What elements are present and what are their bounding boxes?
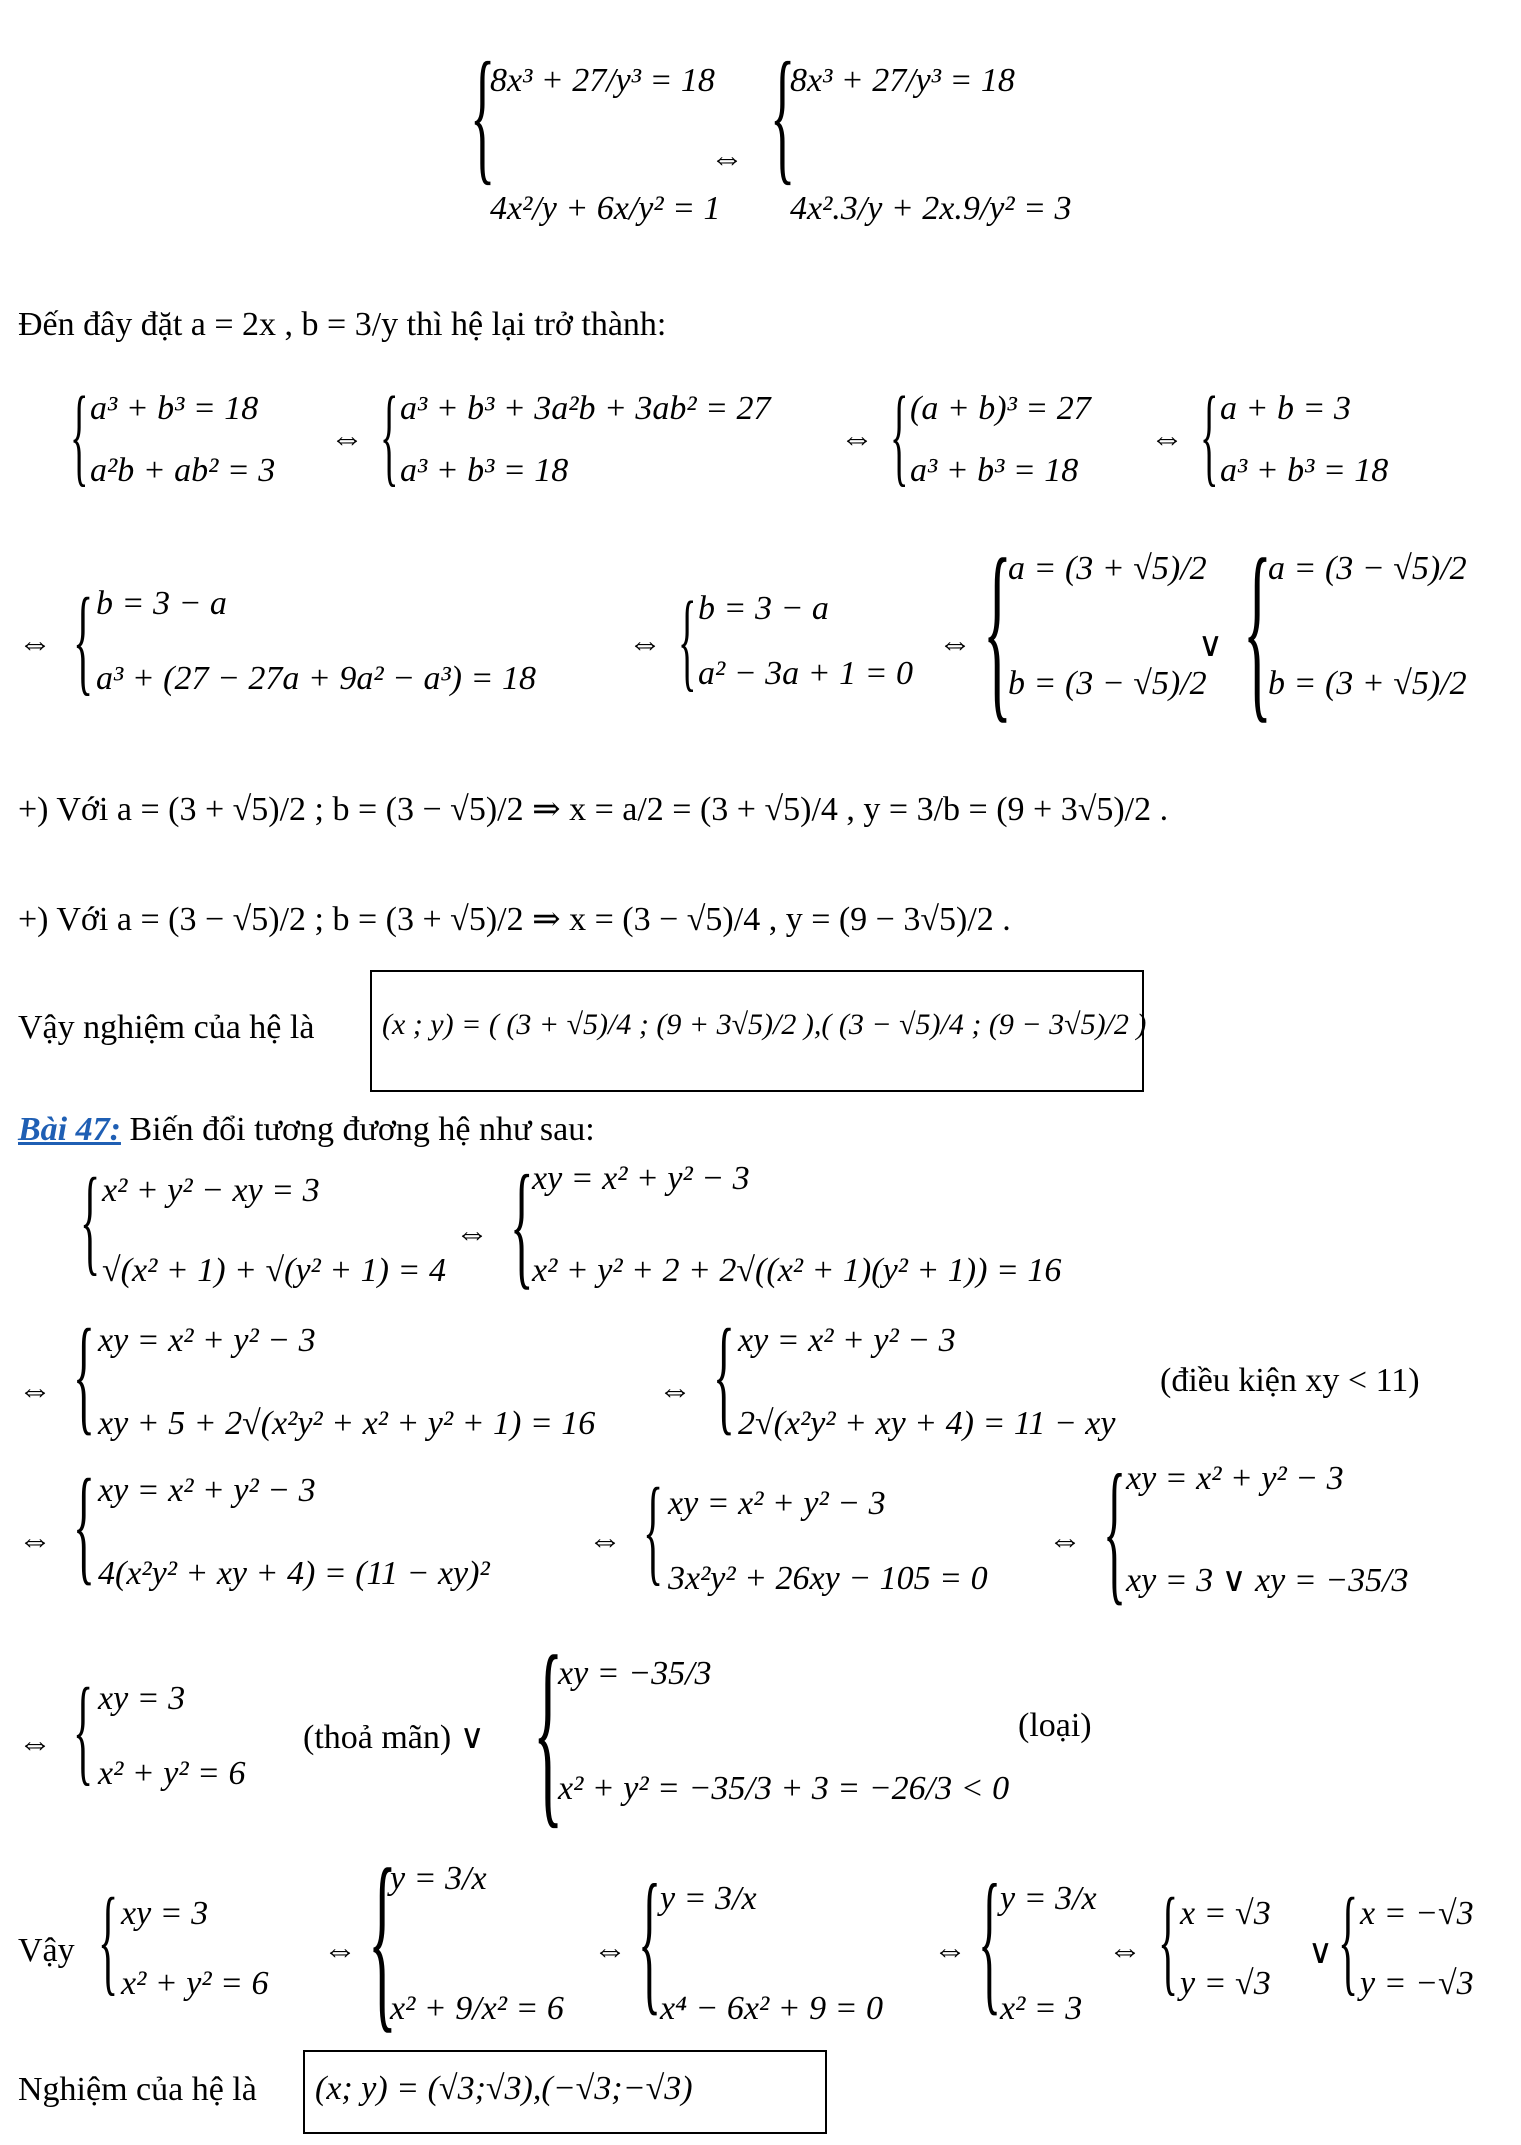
conclusion-2-box [303, 2050, 827, 2134]
iff-symbol: ⇔ [1150, 420, 1184, 457]
brace: { [1200, 374, 1219, 496]
brace: { [1158, 1873, 1179, 2006]
brace: { [70, 374, 89, 496]
sys8-a2: x² + y² = 6 [121, 1965, 269, 2002]
sys3-c2: b = (3 − √5)/2 [1008, 665, 1207, 702]
brace: { [73, 1453, 95, 1597]
conclusion-2-label: Nghiệm của hệ là [18, 2071, 257, 2108]
or-symbol: ∨ [1308, 1934, 1333, 1971]
bai47-header [18, 1110, 595, 1150]
sys8-d2: x² = 3 [1000, 1990, 1083, 2027]
sys8-label: Vậy [18, 1932, 75, 1969]
sys5-a1: xy = x² + y² − 3 [98, 1322, 316, 1359]
conclusion-1-box [370, 970, 1147, 1092]
brace: { [643, 1463, 664, 1596]
sys8-f2: y = −√3 [1360, 1965, 1474, 2002]
sys3-c1: a = (3 + √5)/2 [1008, 550, 1207, 587]
bai47-intro: Biến đổi tương đương hệ như sau: [129, 1111, 595, 1148]
iff-symbol: ⇔ [938, 625, 972, 662]
conclusion-2-value: (x; y) = (√3;√3),(−√3;−√3) [315, 2070, 693, 2107]
sys8-d1: y = 3/x [1000, 1880, 1097, 1917]
sys7-a1: xy = 3 [98, 1680, 186, 1717]
sys3-a1: b = 3 − a [96, 585, 227, 622]
brace: { [1243, 519, 1272, 740]
sys2-b2: a³ + b³ = 18 [400, 452, 569, 489]
sys8-f1: x = −√3 [1360, 1895, 1474, 1932]
case-1: +) Với a = (3 + √5)/2 ; b = (3 − √5)/2 ⇒ x = a/2 = (3 + √5)/4 , y = 3/b = (9 + 3√5)/2 . [18, 791, 1169, 828]
sys6-c1: xy = x² + y² − 3 [1126, 1460, 1344, 1497]
sys8-c1: y = 3/x [660, 1880, 757, 1917]
sys2-a1: a³ + b³ = 18 [90, 390, 259, 427]
iff-symbol: ⇔ [588, 1522, 622, 1559]
iff-symbol: ⇔ [840, 420, 874, 457]
brace: { [510, 1147, 534, 1302]
conclusion-1-value: (x ; y) = ( (3 + √5)/4 ; (9 + 3√5)/2 ),( (3 − √5)/4 ; (9 − 3√5)/2 ) [382, 1008, 1147, 1041]
iff-symbol: ⇔ [933, 1932, 967, 1969]
sys3-d1: a = (3 − √5)/2 [1268, 550, 1467, 587]
sys7-a2: x² + y² = 6 [98, 1755, 246, 1792]
sys4-a1: x² + y² − xy = 3 [102, 1172, 320, 1209]
sys8-b2: x² + 9/x² = 6 [390, 1990, 564, 2027]
iff-symbol: ⇔ [18, 625, 52, 662]
brace: { [73, 573, 94, 706]
sys7-b1: xy = −35/3 [558, 1655, 712, 1692]
brace: { [1338, 1873, 1359, 2006]
sys3-a2: a³ + (27 − 27a + 9a² − a³) = 18 [96, 660, 536, 697]
sys6-a2: 4(x²y² + xy + 4) = (11 − xy)² [98, 1555, 490, 1592]
sys2-b1: a³ + b³ + 3a²b + 3ab² = 27 [400, 390, 771, 427]
sys2-d1: a + b = 3 [1220, 390, 1351, 427]
sys2-d2: a³ + b³ = 18 [1220, 452, 1389, 489]
sys4-a2: √(x² + 1) + √(y² + 1) = 4 [102, 1252, 446, 1289]
brace: { [368, 1829, 397, 2050]
sys6-b2: 3x²y² + 26xy − 105 = 0 [668, 1560, 988, 1597]
iff-symbol: ⇔ [18, 1522, 52, 1559]
rejected-note: (loại) [1018, 1707, 1092, 1744]
brace: { [713, 1303, 735, 1447]
brace: { [380, 374, 399, 496]
sys3-b2: a² − 3a + 1 = 0 [698, 655, 914, 692]
condition-note: (điều kiện xy < 11) [1160, 1362, 1420, 1399]
conclusion-1-label: Vậy nghiệm của hệ là [18, 1009, 315, 1046]
sys3-d2: b = (3 + √5)/2 [1268, 665, 1467, 702]
sys8-e2: y = √3 [1180, 1965, 1271, 2002]
sys5-a2: xy + 5 + 2√(x²y² + x² + y² + 1) = 16 [98, 1405, 596, 1442]
brace: { [678, 579, 697, 701]
brace: { [770, 32, 796, 198]
brace: { [80, 1153, 101, 1286]
sys4-b2: x² + y² + 2 + 2√((x² + 1)(y² + 1)) = 16 [532, 1252, 1062, 1289]
brace: { [983, 519, 1012, 740]
sys1-left-eq1: 8x³ + 27/y³ = 18 [490, 62, 715, 99]
sys1-left-eq2: 4x²/y + 6x/y² = 1 [490, 190, 721, 227]
sys6-b1: xy = x² + y² − 3 [668, 1485, 886, 1522]
brace: { [533, 1614, 564, 1846]
brace: { [978, 1851, 1002, 2029]
iff-symbol: ⇔ [18, 1372, 52, 1409]
sys2-a2: a²b + ab² = 3 [90, 452, 276, 489]
sys8-c2: x⁴ − 6x² + 9 = 0 [660, 1990, 884, 2027]
satisfied-note: (thoả mãn) ∨ [303, 1719, 485, 1756]
iff-symbol: ⇔ [593, 1932, 627, 1969]
sys6-c2: xy = 3 ∨ xy = −35/3 [1126, 1562, 1409, 1599]
brace: { [98, 1873, 119, 2006]
iff-symbol: ⇔ [323, 1932, 357, 1969]
brace: { [73, 1303, 95, 1447]
brace: { [470, 32, 496, 198]
iff-symbol: ⇔ [628, 625, 662, 662]
sys8-b1: y = 3/x [390, 1860, 487, 1897]
brace: { [73, 1663, 94, 1796]
iff-symbol: ⇔ [330, 420, 364, 457]
iff-symbol: ⇔ [658, 1372, 692, 1409]
or-symbol: ∨ [1198, 627, 1223, 664]
sys1-right-eq2: 4x².3/y + 2x.9/y² = 3 [790, 190, 1072, 227]
case-2: +) Với a = (3 − √5)/2 ; b = (3 + √5)/2 ⇒ x = (3 − √5)/4 , y = (9 − 3√5)/2 . [18, 901, 1011, 938]
sys7-b2: x² + y² = −35/3 + 3 = −26/3 < 0 [558, 1770, 1010, 1807]
sys5-b2: 2√(x²y² + xy + 4) = 11 − xy [738, 1405, 1116, 1442]
sys1-right-eq1: 8x³ + 27/y³ = 18 [790, 62, 1015, 99]
substitution-text: Đến đây đặt a = 2x , b = 3/y thì hệ lại trở thành: [18, 306, 667, 343]
iff-symbol: ⇔ [1108, 1932, 1142, 1969]
sys4-b1: xy = x² + y² − 3 [532, 1160, 750, 1197]
sys8-a1: xy = 3 [121, 1895, 209, 1932]
brace: { [638, 1851, 662, 2029]
brace: { [1103, 1441, 1127, 1619]
sys5-b1: xy = x² + y² − 3 [738, 1322, 956, 1359]
brace: { [890, 374, 909, 496]
sys6-a1: xy = x² + y² − 3 [98, 1472, 316, 1509]
bai47-title: Bài 47: [18, 1111, 121, 1148]
iff-symbol: ⇔ [710, 140, 744, 177]
sys2-c2: a³ + b³ = 18 [910, 452, 1079, 489]
sys2-c1: (a + b)³ = 27 [910, 390, 1091, 427]
iff-symbol: ⇔ [18, 1725, 52, 1762]
iff-symbol: ⇔ [1048, 1522, 1082, 1559]
iff-symbol: ⇔ [455, 1215, 489, 1252]
sys8-e1: x = √3 [1180, 1895, 1271, 1932]
sys3-b1: b = 3 − a [698, 590, 829, 627]
